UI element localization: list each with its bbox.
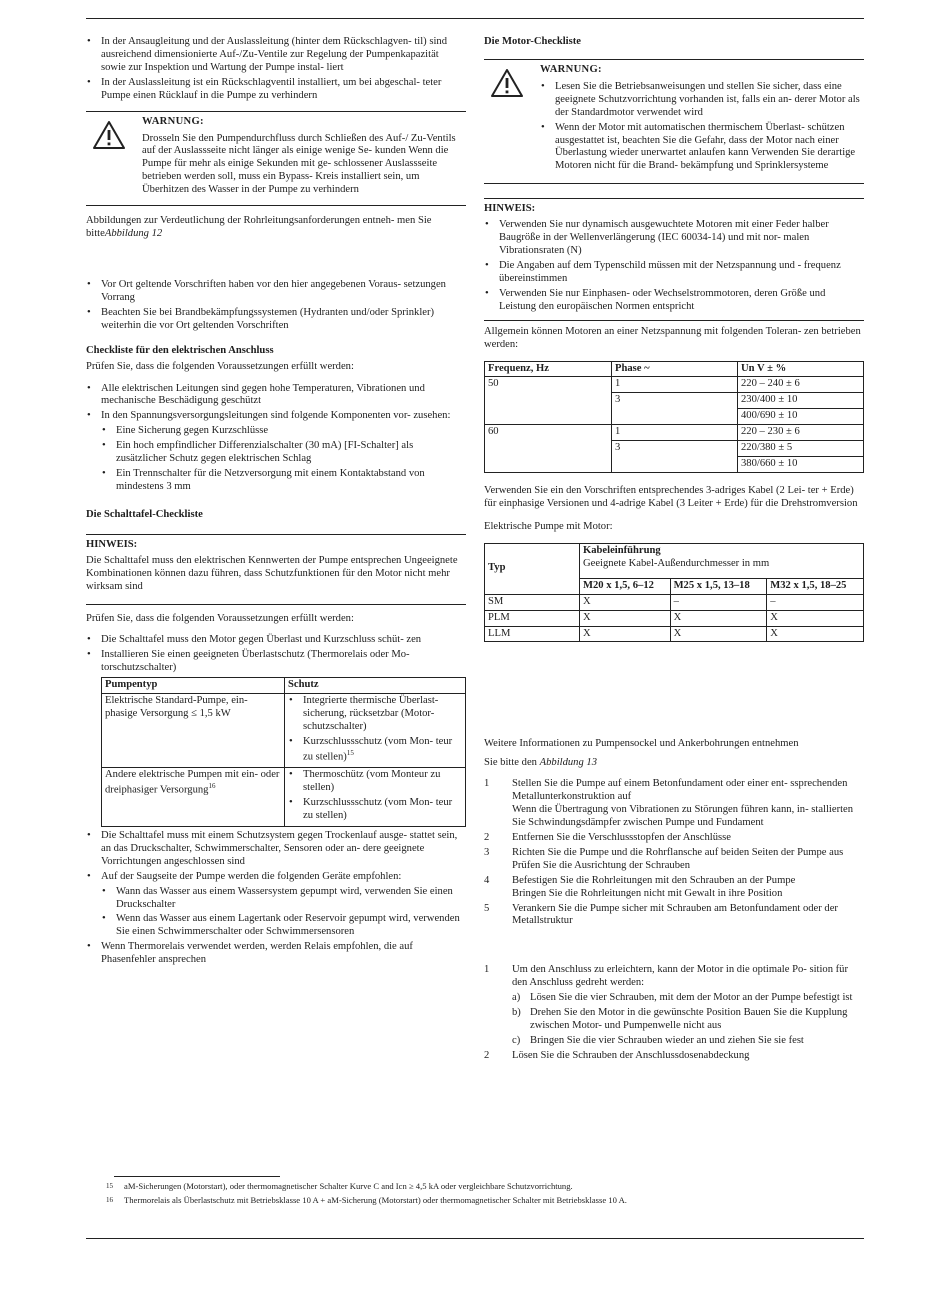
list-item: • Ein hoch empfindlicher Differenzialschalter (30 mA) [FI-Schalter] als zusätzlicher Schutz gegen elektrischen Schlag xyxy=(101,440,466,466)
list-item: • In der Auslassleitung ist ein Rückschlagventil installiert, um bei abgeschal- teter Pumpe einen Rücklauf in die Pumpe zu verhindern xyxy=(86,77,466,103)
list-item: c) Bringen Sie die vier Schrauben wieder an und ziehen Sie sie fest xyxy=(512,1035,804,1047)
cable-entry-title: Kabeleinführung xyxy=(583,544,661,556)
panel-intro: Prüfen Sie, dass die folgenden Voraussetzungen erfüllt werden: xyxy=(86,612,354,624)
warning-title: WARNUNG: xyxy=(540,63,602,75)
cable-text: Verwenden Sie ein den Vorschriften entsprechendes 3-adriges Kabel (2 Lei- ter + Erde) für einphasige Versionen und 4-adrige Kabel (3 Leiter + Erde) für die Drehstromversion xyxy=(484,484,858,509)
list-item: • Alle elektrischen Leitungen sind gegen hohe Temperaturen, Vibrationen und mechanische Beschädigung geschützt xyxy=(86,383,466,409)
list-item: b) Drehen Sie den Motor in die gewünschte Position Bauen Sie die Kupplung zwischen Motor- und Pumpenwelle nicht aus xyxy=(512,1007,848,1032)
list-item: • Beachten Sie bei Brandbekämpfungssystemen (Hydranten und/oder Sprinkler) weiterhin die vor Ort geltenden Vorschriften xyxy=(86,307,466,333)
divider xyxy=(484,320,864,321)
warning-bullets xyxy=(540,81,864,173)
list-item: • Eine Sicherung gegen Kurzschlüsse xyxy=(101,425,466,438)
section-heading-panel: Die Schalttafel-Checkliste xyxy=(86,508,203,520)
hint-box-panel xyxy=(86,534,466,605)
list-item: • In der Ansaugleitung und der Auslassleitung (hinter dem Rückschlagven- til) sind ausreichend dimensionierte Auf-/Zu-Ventile zur Regelung der Pumpenkapazität sowie zur Inspektion und Wartung der Pumpe instal- liert xyxy=(86,36,466,75)
warning-box-motor xyxy=(484,59,864,184)
warning-triangle-icon xyxy=(490,68,524,98)
list-item: • Integrierte thermische Überlast- sicherung, rücksetzbar (Motor- schutzschalter) xyxy=(288,695,462,734)
warning-text: Drosseln Sie den Pumpendurchfluss durch Schließen des Auf-/ Zu-Ventils auf der Auslassseite nicht länger als einige wenige Se- kunden Wenn die Pumpe für mehr als einige Sekunden mit ge- schlossener Auslassseite betrieben werden soll, muss ein Bypass- Kreis installiert sein, um Überhitzen des Wasser in der Pumpe zu verhindern xyxy=(142,132,456,196)
warning-box-throttle xyxy=(86,111,466,207)
table-cell: X xyxy=(670,626,767,642)
list-item: • Verwenden Sie nur dynamisch ausgewuchtete Motoren mit einer Feder halber Baugröße in der Wellenverlängerung (IEC 60034-14) und mit nor- malen Vibrationsraten (N) xyxy=(484,219,864,258)
table-cell: 50 xyxy=(485,377,612,425)
footnote-ref[interactable]: 16 xyxy=(208,782,216,791)
table-cell: X xyxy=(767,626,864,642)
list-item: 1 Stellen Sie die Pumpe auf einem Betonfundament oder einer ent- ssprechenden Metallunterkonstruktion auf Wenn die Übertragung von Vibrationen zu Störungen führen kann, in- stallierten Sie Schwindungsdämpfer zwischen Pumpe und Fundament xyxy=(484,778,854,829)
table-header: M20 x 1,5, 6–12 xyxy=(580,578,671,594)
table-cell: – xyxy=(670,594,767,610)
regulation-bullets xyxy=(86,279,466,333)
table-cell: 230/400 ± 10 xyxy=(738,393,864,409)
table-header: Phase ~ xyxy=(612,361,738,377)
hint-bullets xyxy=(484,219,864,313)
list-item: 3 Richten Sie die Pumpe und die Rohrflansche auf beiden Seiten der Pumpe aus Prüfen Sie die Ausrichtung der Schrauben xyxy=(484,846,844,871)
panel-bullets xyxy=(86,634,466,675)
table-cell: – xyxy=(767,594,864,610)
table-row xyxy=(102,768,466,827)
footnote-16: 16 Thermorelais als Überlastschutz mit Betriebsklasse 10 A + aM-Sicherung (Motorstart) oder thermomagnetischer Schalter mit Betriebsklasse 10 A. xyxy=(106,1195,627,1205)
figure-link[interactable]: Abbildung 13 xyxy=(539,757,598,769)
list-item: • Vor Ort geltende Vorschriften haben vor den hier angegebenen Voraus- setzungen Vorrang xyxy=(86,279,466,305)
electrical-sub-bullets xyxy=(101,425,466,494)
warning-triangle-icon xyxy=(92,120,126,150)
table-row xyxy=(485,377,864,393)
cable-entry-subtitle: Geeignete Kabel-Außendurchmesser in mm xyxy=(583,557,770,569)
tolerance-intro: Allgemein können Motoren an einer Netzspannung mit folgenden Toleran- zen betrieben werden: xyxy=(484,325,861,350)
list-item: a) Lösen Sie die vier Schrauben, mit dem der Motor an der Pumpe befestigt ist xyxy=(512,992,853,1004)
table-cell xyxy=(285,694,466,768)
cable-entry-table xyxy=(484,543,864,643)
table-cell: X xyxy=(580,610,671,626)
list-item: • Installieren Sie einen geeigneten Überlastschutz (Thermorelais oder Mo- torschutzschalter) xyxy=(86,649,466,675)
table-cell: 400/690 ± 10 xyxy=(738,409,864,425)
table-header: Schutz xyxy=(285,678,466,694)
base-figure-reference: Sie bitte den Abbildung 13 xyxy=(484,757,598,769)
list-item: • Verwenden Sie nur Einphasen- oder Wechselstrommotoren, deren Größe und Leistung den europäischen Normen entspricht xyxy=(484,288,864,314)
installation-steps xyxy=(484,778,864,928)
list-item: • Wann das Wasser aus einem Wassersystem gepumpt wird, verwenden Sie einen Druckschalter xyxy=(101,886,466,912)
motor-sub-steps xyxy=(512,992,864,1048)
table-cell: X xyxy=(670,610,767,626)
table-cell: SM xyxy=(485,594,580,610)
list-item: • Auf der Saugseite der Pumpe werden die folgenden Geräte empfohlen: • Wann das Wasser aus einem Wassersystem gepumpt wird, verwenden Sie einen Druckschalter • Wenn das Wasser aus einem Lagertank oder Reservoir gepumpt wird, verwenden Sie einen Schwimmerschalter oder Schwimmersensoren xyxy=(86,871,466,940)
left-column xyxy=(86,36,466,969)
table-cell: PLM xyxy=(485,610,580,626)
list-item: 5 Verankern Sie die Pumpe sicher mit Schrauben am Betonfundament oder der Metallstruktur xyxy=(484,902,838,927)
table-header: Pumpentyp xyxy=(102,678,285,694)
list-item: 2 Lösen Sie die Schrauben der Anschlussdosenabdeckung xyxy=(484,1049,750,1061)
panel-bullets-continued xyxy=(86,830,466,967)
list-item: • Wenn das Wasser aus einem Lagertank oder Reservoir gepumpt wird, verwenden Sie einen Schwimmerschalter oder Schwimmersensoren xyxy=(101,913,466,939)
table-header: Un V ± % xyxy=(738,361,864,377)
right-column xyxy=(484,36,864,1065)
table-cell: 220 – 240 ± 6 xyxy=(738,377,864,393)
list-item: • Ein Trennschalter für die Netzversorgung mit einem Kontaktabstand von mindestens 3 mm xyxy=(101,468,466,494)
hint-title: HINWEIS: xyxy=(484,198,864,216)
table-row xyxy=(485,425,864,441)
figure-link[interactable]: Abbildung 12 xyxy=(104,228,163,240)
table-header: M25 x 1,5, 13–18 xyxy=(670,578,767,594)
table-row xyxy=(102,694,466,768)
table-cell: 1 xyxy=(612,425,738,441)
pump-motor-label: Elektrische Pumpe mit Motor: xyxy=(484,520,613,532)
voltage-table xyxy=(484,361,864,473)
list-item: • In den Spannungsversorgungsleitungen sind folgende Komponenten vor- zusehen: • Eine Sicherung gegen Kurzschlüsse • Ein hoch empfindlicher Differenzialschalter (30 mA) [FI-Schalter] als zusätzlicher Schutz gegen elektrischen Schlag • Ein Trennschalter für die Netzversorgung mit einem Kontaktabstand von mindestens 3 mm xyxy=(86,410,466,494)
list-item: • Kurzschlussschutz (vom Mon- teur zu stellen) xyxy=(288,797,462,823)
divider xyxy=(86,604,466,605)
pipe-bullets xyxy=(86,36,466,103)
table-cell: 1 xyxy=(612,377,738,393)
table-row xyxy=(485,594,864,610)
hint-title: HINWEIS: xyxy=(86,534,466,552)
list-item: • Lesen Sie die Betriebsanweisungen und stellen Sie sicher, dass eine geeignete Schutzvorrichtung vorhanden ist, falls ein an- derer Motor als der Standardmotor verwendet wird xyxy=(540,81,864,120)
footnote-15: 15 aM-Sicherungen (Motorstart), oder thermomagnetischer Schalter Kurve C and Icn ≥ 4,5 kA oder vergleichbare Schutzvorrichtung. xyxy=(106,1181,573,1191)
bottom-rule xyxy=(86,1238,864,1239)
table-cell: X xyxy=(580,626,671,642)
footnote-ref[interactable]: 15 xyxy=(346,748,354,757)
list-item: 4 Befestigen Sie die Rohrleitungen mit den Schrauben an der Pumpe Bringen Sie die Rohrleitungen nicht mit Gewalt in ihre Position xyxy=(484,874,796,899)
table-cell: Andere elektrische Pumpen mit ein- oder dreiphasiger Versorgung$^{16}$ xyxy=(102,768,285,827)
table-cell: X xyxy=(767,610,864,626)
list-item: • Die Schalttafel muss den Motor gegen Überlast und Kurzschluss schüt- zen xyxy=(86,634,466,647)
section-heading-motor: Die Motor-Checkliste xyxy=(484,36,581,47)
table-cell xyxy=(285,768,466,827)
list-item: • Kurzschlussschutz (vom Mon- teur zu stellen)$^{15}$ xyxy=(288,736,462,764)
section-heading-electrical: Checkliste für den elektrischen Anschluss xyxy=(86,344,274,356)
table-cell: 3 xyxy=(612,441,738,473)
figure-reference: Abbildungen zur Verdeutlichung der Rohrleitungsanforderungen entneh- men Sie bitteAbbildung 12 xyxy=(86,215,432,240)
table-row xyxy=(485,610,864,626)
table-cell: 3 xyxy=(612,393,738,425)
list-item: 1 Um den Anschluss zu erleichtern, kann der Motor in die optimale Po- sition für den Anschluss gedreht werden: a) Lösen Sie die vier Schrauben, mit dem der Motor an der Pumpe befestigt ist b) Drehen Sie den Motor in die gewünschte Position Bauen Sie die Kupplung zwischen Motor- und Pumpenwelle nicht aus c) Bringen Sie die vier Schrauben wieder an und ziehen Sie sie fest xyxy=(484,964,864,1048)
motor-rotation-steps xyxy=(484,964,864,1062)
device-sub-bullets xyxy=(101,886,466,940)
table-header xyxy=(580,543,864,578)
base-info-text: Weitere Informationen zu Pumpensockel und Ankerbohrungen entnehmen xyxy=(484,738,799,750)
table-cell: LLM xyxy=(485,626,580,642)
list-item: • Die Angaben auf dem Typenschild müssen mit der Netzspannung und - frequenz übereinstimmen xyxy=(484,260,864,286)
warning-title: WARNUNG: xyxy=(142,115,204,127)
table-cell: 220 – 230 ± 6 xyxy=(738,425,864,441)
protection-table xyxy=(101,677,466,827)
table-cell: 60 xyxy=(485,425,612,473)
list-item: 2 Entfernen Sie die Verschlussstopfen der Anschlüsse xyxy=(484,831,731,843)
footnote-rule xyxy=(114,1176,280,1177)
list-item: • Wenn Thermorelais verwendet werden, werden Relais empfohlen, die auf Phasenfehler ansprechen xyxy=(86,941,466,967)
list-item: • Die Schalttafel muss mit einem Schutzsystem gegen Trockenlauf ausge- stattet sein, an das Druckschalter, Schwimmerschalter, Sensoren oder an- dere geeignete Vorrichtungen angeschlossen sind xyxy=(86,830,466,869)
table-cell: 380/660 ± 10 xyxy=(738,457,864,473)
hint-text: Die Schalttafel muss den elektrischen Kennwerten der Pumpe entsprechen Ungeeignete Kombinationen können dazu führen, dass Schutzfunktionen für den Motor nicht mehr wirksam sind xyxy=(86,554,458,592)
electrical-intro: Prüfen Sie, dass die folgenden Voraussetzungen erfüllt werden: xyxy=(86,360,354,372)
electrical-bullets xyxy=(86,383,466,494)
table-cell: X xyxy=(580,594,671,610)
table-cell: Elektrische Standard-Pumpe, ein- phasige Versorgung ≤ 1,5 kW xyxy=(102,694,285,768)
list-item: • Thermoschütz (vom Monteur zu stellen) xyxy=(288,769,462,795)
hint-box-motor xyxy=(484,198,864,320)
table-header: M32 x 1,5, 18–25 xyxy=(767,578,864,594)
table-row xyxy=(485,626,864,642)
top-rule xyxy=(86,18,864,19)
table-header: Frequenz, Hz xyxy=(485,361,612,377)
list-item: • Wenn der Motor mit automatischen thermischem Überlast- schützen ausgestattet ist, beachten Sie die Gefahr, dass der Motor nach einer Überlastung wieder unerwartet anlaufen kann Verwenden Sie derartige Motoren nicht für die Brand- bekämpfung und Sprinklersysteme xyxy=(540,122,864,174)
table-header: Typ xyxy=(485,543,580,594)
table-cell: 220/380 ± 5 xyxy=(738,441,864,457)
